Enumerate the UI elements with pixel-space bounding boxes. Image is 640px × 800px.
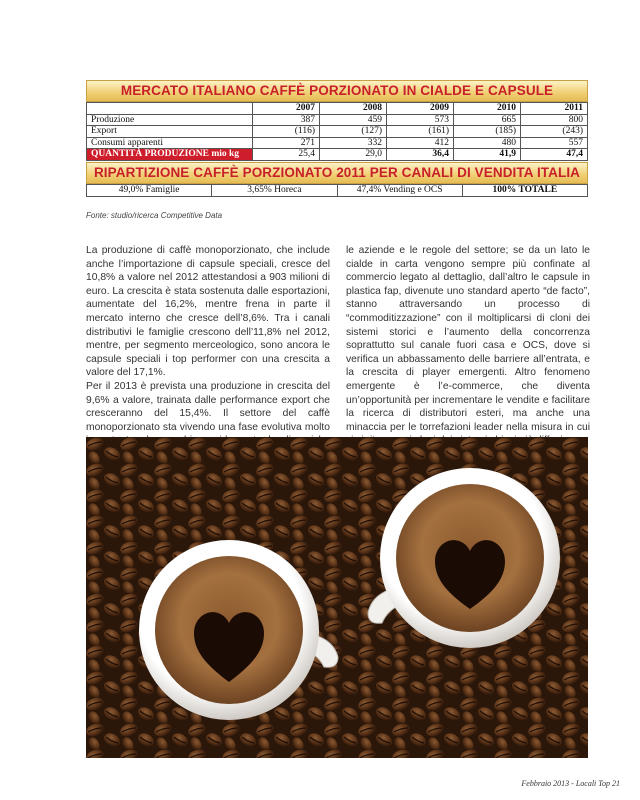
year-header: 2010 [454,103,521,115]
page-footer: Febbraio 2013 - Locali Top 21 [521,779,620,788]
row-label: Export [87,126,253,138]
header-label: VALORI milioni euro [87,103,253,115]
row-label: Produzione [87,114,253,126]
cell: 3,65% Horeca [212,184,337,196]
cell: (161) [387,126,454,138]
coffee-cups-photo [86,437,588,758]
coffee-photo-illustration [86,437,588,758]
cell: (185) [454,126,521,138]
cell: (127) [320,126,387,138]
year-header: 2007 [253,103,320,115]
table-row [87,184,588,196]
quantity-row [87,149,588,161]
table-row [87,114,588,126]
cell: 459 [320,114,387,126]
paragraph: le aziende e le regole del settore; se da un lato le cialde in carta vengono sempre più confinate al commercio legato al dettaglio, dall’altro le capsule in plastica fap, divenute uno standard aperto “de facto”, stanno attraversando un processo di “commoditizzazione” con il moltiplicarsi di cloni dei sistemi storici e l’aumento della concorrenza soprattutto sul canale fuori casa e OCS, dove si verifica un abbassamento delle barriere all’entrata, e la crescita di player emergenti. Altro fenomeno emergente è l’e-commerce, che diventa un’opportunità per incrementare le vendite e facilitare la ricerca di distributori esteri, ma anche una minaccia per le torrefazioni leader nella misura in cui [346,245,590,433]
table-row [87,137,588,149]
cell-total: 100% TOTALE [462,184,587,196]
quantity-label: QUANTITÀ PRODUZIONE mio kg [87,149,253,161]
cell: (116) [253,126,320,138]
cell: 665 [454,114,521,126]
row-label: Consumi apparenti [87,137,253,149]
cell: 47,4 [521,149,588,161]
market-table [86,102,588,161]
cell: 49,0% Famiglie [87,184,212,196]
channel-split-table [86,184,588,197]
year-header: 2011 [521,103,588,115]
cell: 29,0 [320,149,387,161]
article-column-right [346,244,590,448]
year-header: 2008 [320,103,387,115]
source-note: Fonte: studio/ricerca Competitive Data [86,211,223,220]
cell: 332 [320,137,387,149]
cell: 800 [521,114,588,126]
cell: 271 [253,137,320,149]
market-tables [86,80,588,197]
cell: 25,4 [253,149,320,161]
table1-title: MERCATO ITALIANO CAFFÈ PORZIONATO IN CIALDE E CAPSULE [86,80,588,102]
table2-title: RIPARTIZIONE CAFFÈ PORZIONATO 2011 PER CANALI DI VENDITA ITALIA [86,162,588,184]
cell: 36,4 [387,149,454,161]
cell: 387 [253,114,320,126]
paragraph: La produzione di caffè monoporzionato, che include anche l’importazione di capsule speciali, cresce del 10,8% a valore nel 2012 attestandosi a 903 milioni di euro. La crescita è stata sostenuta dalle esportazioni, aumentate del 16,2%, mentre frena in parte il mercato interno che cresce dell’8,6%. Tra i canali distributivi le famiglie crescono dell’11,8% nel 2012, mentre, per segmento merceologico, sono ancora le capsule speciali i top performer con una crescita a valore del 17,1%. [86,245,330,379]
cell: 41,9 [454,149,521,161]
cell: 557 [521,137,588,149]
table-header-row [87,103,588,115]
cell: 480 [454,137,521,149]
paragraph: Per il 2013 è prevista una produzione in crescita del 9,6% a valore, trainata dalle performance export che cresceranno del 15,4%. Il settore del caffè monoporzionato sta vivendo una fase evolutiva molto [86,380,330,433]
cell: 573 [387,114,454,126]
year-header: 2009 [387,103,454,115]
article-column-left [86,244,330,462]
cell: (243) [521,126,588,138]
cell: 47,4% Vending e OCS [337,184,462,196]
cell: 412 [387,137,454,149]
table-row [87,126,588,138]
